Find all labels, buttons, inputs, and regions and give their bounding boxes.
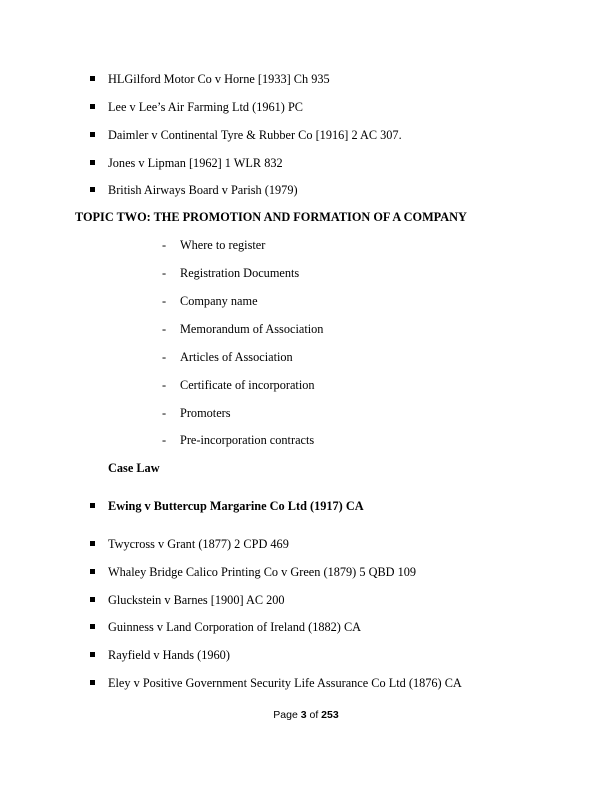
list-item: Certificate of incorporation	[180, 378, 315, 392]
list-item: Promoters	[180, 406, 231, 420]
list-item: Company name	[180, 294, 258, 308]
list-item: Lee v Lee’s Air Farming Ltd (1961) PC	[108, 100, 304, 114]
list-item: Daimler v Continental Tyre & Rubber Co [1916] 2 AC 307.	[108, 128, 402, 142]
list-item: Where to register	[180, 238, 266, 252]
bullet-marker	[90, 503, 95, 508]
list-item: Registration Documents	[180, 266, 300, 280]
list-item: Guinness v Land Corporation of Ireland (1882) CA	[108, 620, 362, 634]
bullet-marker	[90, 597, 95, 602]
footer-middle: of	[306, 709, 322, 721]
dash-marker: -	[162, 322, 167, 336]
bullet-marker	[90, 541, 95, 546]
bullet-marker	[90, 160, 95, 165]
dash-marker: -	[162, 433, 167, 447]
list-item: Twycross v Grant (1877) 2 CPD 469	[108, 537, 289, 551]
dash-marker: -	[162, 378, 167, 392]
bullet-marker	[90, 652, 95, 657]
bullet-marker	[90, 569, 95, 574]
footer-prefix: Page	[273, 709, 301, 721]
bullet-marker	[90, 624, 95, 629]
list-item: Jones v Lipman [1962] 1 WLR 832	[108, 156, 283, 170]
bullet-marker	[90, 680, 95, 685]
list-item: British Airways Board v Parish (1979)	[108, 183, 298, 197]
page-footer	[0, 709, 612, 721]
case-law-heading: Case Law	[108, 461, 160, 475]
list-item: Memorandum of Association	[180, 322, 324, 336]
bullet-marker	[90, 187, 95, 192]
list-item: Articles of Association	[180, 350, 293, 364]
dash-marker: -	[162, 350, 167, 364]
highlighted-case: Ewing v Buttercup Margarine Co Ltd (1917) CA	[108, 499, 364, 513]
list-item: HLGilford Motor Co v Horne [1933] Ch 935	[108, 72, 330, 86]
list-item: Eley v Positive Government Security Life Assurance Co Ltd (1876) CA	[108, 676, 462, 690]
topic-heading: TOPIC TWO: THE PROMOTION AND FORMATION OF A COMPANY	[75, 210, 467, 224]
dash-marker: -	[162, 266, 167, 280]
list-item: Pre-incorporation contracts	[180, 433, 315, 447]
bullet-marker	[90, 132, 95, 137]
bullet-marker	[90, 104, 95, 109]
list-item: Gluckstein v Barnes [1900] AC 200	[108, 593, 285, 607]
list-item: Whaley Bridge Calico Printing Co v Green (1879) 5 QBD 109	[108, 565, 417, 579]
dash-marker: -	[162, 238, 167, 252]
list-item: Rayfield v Hands (1960)	[108, 648, 230, 662]
total-page-count: 253	[321, 709, 339, 721]
bullet-marker	[90, 76, 95, 81]
dash-marker: -	[162, 406, 167, 420]
current-page-number: 3	[300, 709, 307, 721]
dash-marker: -	[162, 294, 167, 308]
